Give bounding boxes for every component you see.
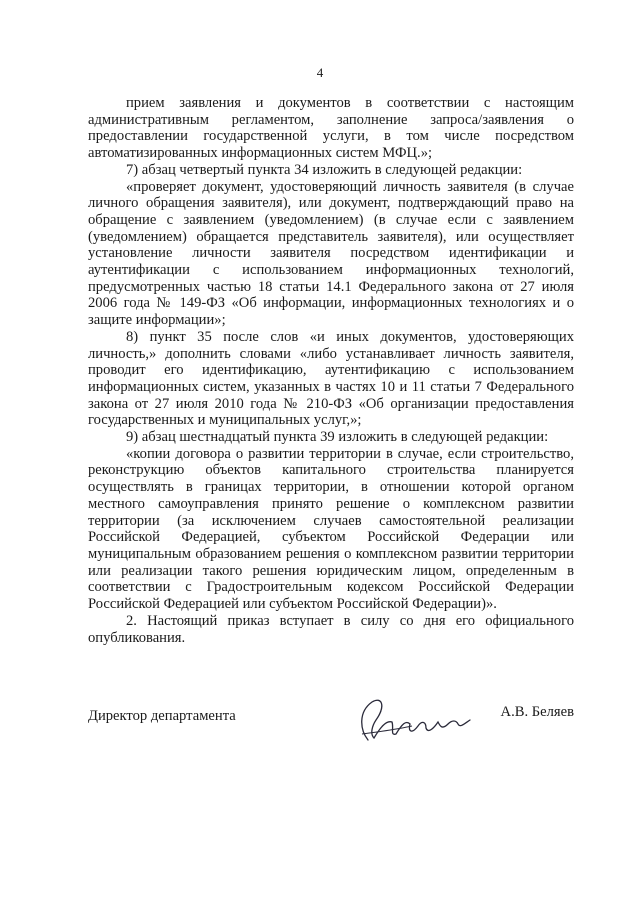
page-number: 4 — [316, 65, 324, 80]
paragraph-7: 2. Настоящий приказ вступает в силу со дня его официального опубликования. — [88, 612, 574, 646]
position-title: Директор департамента — [88, 708, 236, 724]
signer-name: А.В. Беляев — [500, 704, 574, 720]
paragraph-5: 9) абзац шестнадцатый пункта 39 изложить в следующей редакции: — [126, 429, 549, 446]
handwritten-signature — [346, 690, 476, 748]
paragraph-3: «проверяет документ, удостоверяющий личность заявителя (в случае личного обращения заявителя), или документ, подтверждающий право на обращение с заявлением (уведомлением) (в случае если с заявлением (уведомлением) обращается представитель заявителя), или осуществляет установление личности заявителя посредством идентификации и аутентификации с использованием информационных технологий, предусмотренных частью 18 статьи 14.1 Федерального закона от 27 июля 2006 года № 149-ФЗ «Об информации, информационных технологиях и о защите информации»; — [88, 178, 574, 329]
paragraph-1: прием заявления и документов в соответствии с настоящим административным регламентом, заполнение запроса/заявления о предоставлении государственной услуги, в том числе посредством автоматизированных информационных систем МФЦ.»; — [88, 95, 574, 162]
paragraph-2: 7) абзац четвертый пункта 34 изложить в следующей редакции: — [126, 161, 523, 178]
paragraph-4: 8) пункт 35 после слов «и иных документов, удостоверяющих личность,» дополнить словами «либо устанавливает личность заявителя, проводит его идентификацию, аутентификацию с использованием информационных систем, указанных в частях 10 и 11 статьи 7 Федерального закона от 27 июля 2010 года № 210-ФЗ «Об организации предоставления государственных и муниципальных услуг,»; — [88, 328, 574, 429]
paragraph-6: «копии договора о развитии территории в случае, если строительство, реконструкцию объектов капитального строительства планируется осуществлять в границах территории, в отношении которой органом местного самоуправления принято решение о комплексном развитии территории (за исключением случаев самостоятельной реализации Российской Федерацией, субъектом Российской Федерации или муниципальным образованием решения о комплексном развитии территории или реализации такого решения юридическим лицом, определенным в соответствии с Градостроительным кодексом Российской Федерации Российской Федерацией или субъектом Российской Федерации)». — [88, 445, 574, 613]
document-body — [88, 95, 574, 646]
signature-block — [88, 700, 574, 750]
